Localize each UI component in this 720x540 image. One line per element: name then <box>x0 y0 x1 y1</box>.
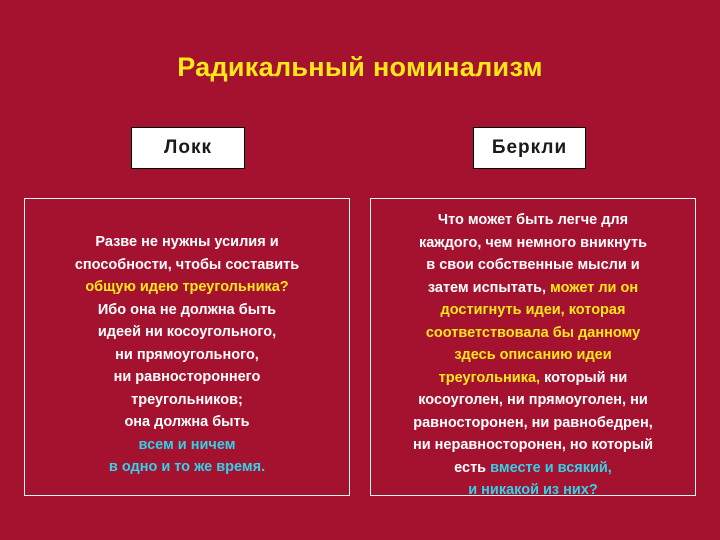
slide-title: Радикальный номинализм <box>177 52 543 82</box>
quote-line-highlight: здесь описанию идеи <box>454 347 612 363</box>
quote-line: Ибо она не должна быть <box>97 301 277 318</box>
quote-segment-highlight: треугольника, <box>438 369 545 386</box>
quote-line-highlight: соответствовала бы данному <box>425 324 641 341</box>
quote-line: способности, чтобы составить <box>74 256 300 273</box>
quote-line-highlight: общую идею треугольника? <box>85 279 289 295</box>
quote-line: она должна быть <box>124 414 250 430</box>
quote-line-highlight: и никакой из них? <box>468 482 598 498</box>
berkeley-quote-box <box>370 198 696 496</box>
quote-line <box>371 367 695 390</box>
quote-segment-highlight: может ли он <box>550 279 639 296</box>
quote-line-highlight: всем и ничем <box>138 436 236 453</box>
quote-line: косоуголен, ни прямоуголен, ни <box>418 392 648 408</box>
quote-line: треугольников; <box>131 391 243 408</box>
quote-line: в свои собственные мысли и <box>426 257 640 273</box>
quote-line: Разве не нужны усилия и <box>95 234 279 250</box>
quote-segment: который ни <box>544 369 628 386</box>
quote-line: ни неравносторонен, но который <box>412 437 654 453</box>
quote-line: Что может быть легче для <box>437 212 629 228</box>
quote-segment-highlight: вместе и всякий, <box>490 459 612 476</box>
locke-label: Локк <box>131 127 245 169</box>
locke-quote-box <box>24 198 350 496</box>
quote-line: ни прямоугольного, <box>115 346 259 363</box>
quote-line: идеей ни косоугольного, <box>97 324 277 340</box>
quote-line-highlight: достигнуть идеи, которая <box>440 302 626 318</box>
quote-line-highlight: в одно и то же время. <box>108 459 266 475</box>
quote-line: ни равностороннего <box>113 369 261 385</box>
quote-segment: затем испытать, <box>427 279 551 296</box>
quote-line <box>371 277 695 300</box>
quote-line: равносторонен, ни равнобедрен, <box>413 414 653 431</box>
quote-segment: есть <box>454 459 491 476</box>
quote-line: каждого, чем немного вникнуть <box>418 234 648 251</box>
quote-line <box>371 457 695 480</box>
berkeley-label: Беркли <box>473 127 586 169</box>
